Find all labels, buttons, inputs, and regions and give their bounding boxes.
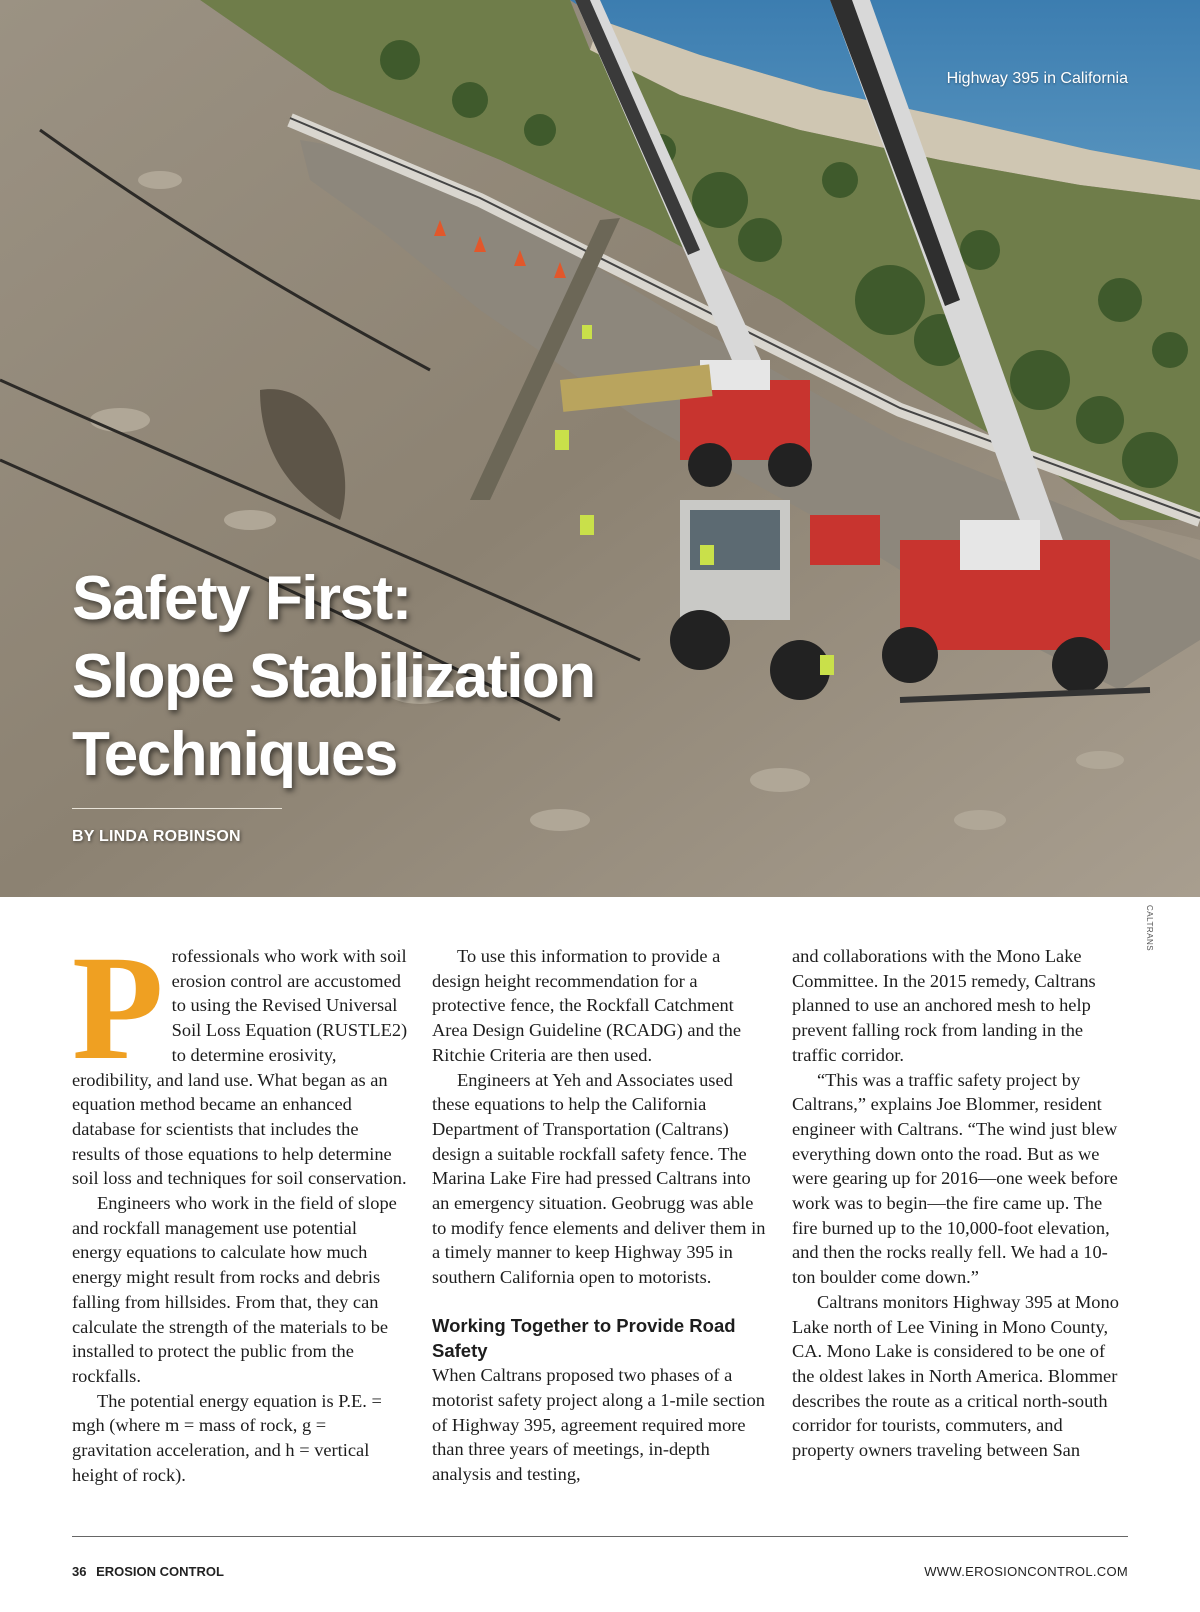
title-divider xyxy=(72,808,282,809)
drop-cap: P xyxy=(72,925,164,1091)
article-column-2 xyxy=(432,944,768,1487)
photo-caption: Highway 395 in California xyxy=(946,70,1128,87)
byline: BY LINDA ROBINSON xyxy=(72,828,241,845)
body-paragraph: and collaborations with the Mono Lake Committee. In the 2015 remedy, Caltrans planned to use an anchored mesh to help prevent falling rock from landing in the traffic corridor. xyxy=(792,946,1096,1065)
body-paragraph: The potential energy equation is P.E. = mgh (where m = mass of rock, g = gravitation acceleration, and h = vertical height of rock). xyxy=(72,1390,382,1485)
body-paragraph: “This was a traffic safety project by Caltrans,” explains Joe Blommer, resident engineer with Caltrans. “The wind just blew everything down onto the road. But as we were gearing up for 2016—one week before work was to begin—the fire came up. The fire burned up to the 10,000-foot elevation, and then the rocks really fell. We had a 10-ton boulder come down.” xyxy=(792,1069,1118,1288)
magazine-name: EROSION CONTROL xyxy=(96,1564,224,1579)
page-number: 36 xyxy=(72,1564,87,1579)
body-paragraph: When Caltrans proposed two phases of a motorist safety project along a 1-mile section of Highway 395, agreement required more than three years of meetings, in-depth analysis and testing, xyxy=(432,1365,765,1485)
title-line: Safety First: xyxy=(72,564,411,633)
body-paragraph: Engineers who work in the field of slope and rockfall management use potential energy equations to calculate how much energy might result from rocks and debris falling from hillsides. From that, they can calculate the strength of the materials to be installed to protect the public from the rockfalls. xyxy=(72,1193,397,1386)
title-line: Slope Stabilization xyxy=(72,642,595,711)
lead-text: rofessionals who work with soil erosion control are accustomed to using the Revised Universal Soil Loss Equation (RUSTLE2) to determine erosivity, erodibility, and land use. What began as an equation method became an enhanced database for scientists that includes the results of those equations to help determine soil loss and techniques for soil conservation. xyxy=(72,946,408,1189)
section-subhead: Working Together to Provide Road Safety xyxy=(432,1314,736,1361)
footer-divider xyxy=(72,1536,1128,1537)
lead-paragraph xyxy=(72,925,408,1191)
article-column-1 xyxy=(72,925,408,1487)
title-line: Techniques xyxy=(72,720,397,789)
photo-credit: CALTRANS xyxy=(1145,905,1154,952)
body-paragraph: To use this information to provide a design height recommendation for a protective fence, the Rockfall Catchment Area Design Guideline (RCADG) and the Ritchie Criteria are then used. xyxy=(432,946,741,1065)
body-paragraph: Caltrans monitors Highway 395 at Mono Lake north of Lee Vining in Mono County, CA. Mono Lake is considered to be one of the oldest lakes in North America. Blommer describes the route as a critical north-south corridor for tourists, commuters, and property owners traveling between San xyxy=(792,1291,1119,1461)
page-folio xyxy=(72,1564,224,1579)
article-column-3 xyxy=(792,944,1128,1463)
article-title xyxy=(72,560,595,794)
body-paragraph: Engineers at Yeh and Associates used these equations to help the California Department of Transportation (Caltrans) design a suitable rockfall safety fence. The Marina Lake Fire had pressed Caltrans into an emergency situation. Geobrugg was able to modify fence elements and deliver them in a timely manner to keep Highway 395 in southern California open to motorists. xyxy=(432,1069,766,1288)
website-url[interactable]: WWW.EROSIONCONTROL.COM xyxy=(924,1564,1128,1579)
